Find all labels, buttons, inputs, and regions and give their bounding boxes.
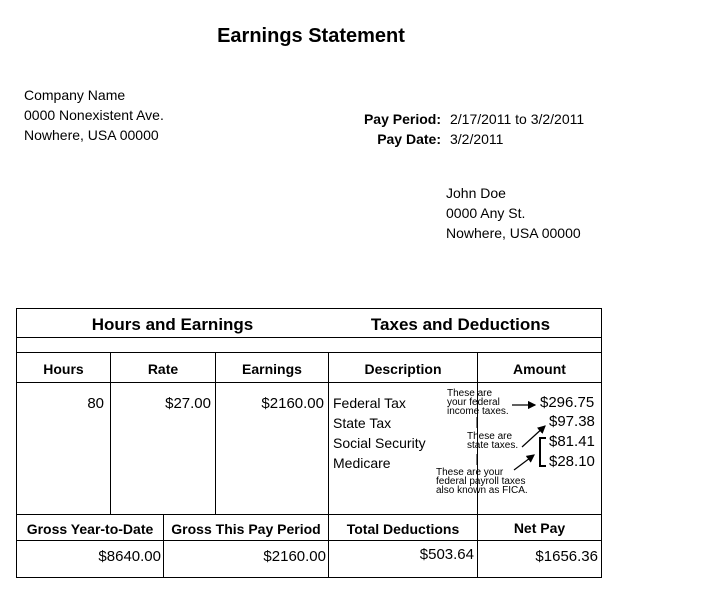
hours-earnings-title: Hours and Earnings [91, 315, 254, 334]
hours-value: 80 [87, 395, 104, 412]
deduction-state-tax: State Tax [333, 415, 392, 431]
col-header-description: Description [364, 361, 442, 377]
rate-value: $27.00 [165, 395, 211, 412]
pay-date-label: Pay Date: [377, 131, 441, 147]
company-name: Company Name [24, 87, 126, 103]
total-header-total-deductions: Total Deductions [346, 521, 460, 537]
total-header-gross-ytd: Gross Year-to-Date [26, 521, 154, 537]
note-fica-line2: federal payroll taxes [436, 476, 526, 487]
pay-period-label: Pay Period: [363, 111, 441, 127]
fica-bracket [540, 438, 546, 466]
deduction-federal-tax: Federal Tax [333, 395, 406, 411]
note-state-line2: state taxes. [467, 440, 519, 451]
note-federal-line1: These are [447, 388, 493, 399]
deduction-social-security: Social Security [333, 435, 426, 451]
col-header-hours: Hours [43, 361, 84, 377]
fica-arrow [514, 455, 534, 470]
employee-city: Nowhere, USA 00000 [446, 225, 581, 241]
note-federal-line2: your federal [447, 397, 500, 408]
company-street: 0000 Nonexistent Ave. [24, 107, 164, 123]
pay-date-value: 3/2/2011 [450, 131, 504, 147]
pay-period-value: 2/17/2011 to 3/2/2011 [450, 111, 585, 127]
note-fica-line3: also known as FICA. [436, 485, 528, 496]
note-federal-line3: income taxes. [447, 406, 509, 417]
employee-street: 0000 Any St. [446, 205, 526, 221]
col-header-rate: Rate [147, 361, 179, 377]
total-header-gross-period: Gross This Pay Period [171, 521, 321, 537]
state-arrow [522, 426, 545, 447]
total-gross-ytd: $8640.00 [98, 548, 161, 565]
amount-social-security: $81.41 [549, 433, 595, 450]
earnings-value: $2160.00 [261, 395, 324, 412]
company-city: Nowhere, USA 00000 [24, 127, 159, 143]
taxes-deductions-title: Taxes and Deductions [370, 315, 551, 334]
total-header-net-pay: Net Pay [513, 520, 566, 536]
deduction-medicare: Medicare [333, 455, 391, 471]
employee-name: John Doe [446, 185, 506, 201]
total-net-pay: $1656.36 [535, 548, 598, 565]
page-title: Earnings Statement [217, 25, 405, 47]
note-fica-line1: These are your [436, 467, 504, 478]
col-header-amount: Amount [513, 361, 566, 377]
amount-federal-tax: $296.75 [540, 394, 595, 411]
amount-state-tax: $97.38 [549, 413, 595, 430]
note-state-line1: These are [467, 431, 513, 442]
col-header-earnings: Earnings [242, 361, 302, 377]
total-gross-period: $2160.00 [263, 548, 326, 565]
total-deductions: $503.64 [419, 546, 474, 563]
amount-medicare: $28.10 [549, 453, 595, 470]
